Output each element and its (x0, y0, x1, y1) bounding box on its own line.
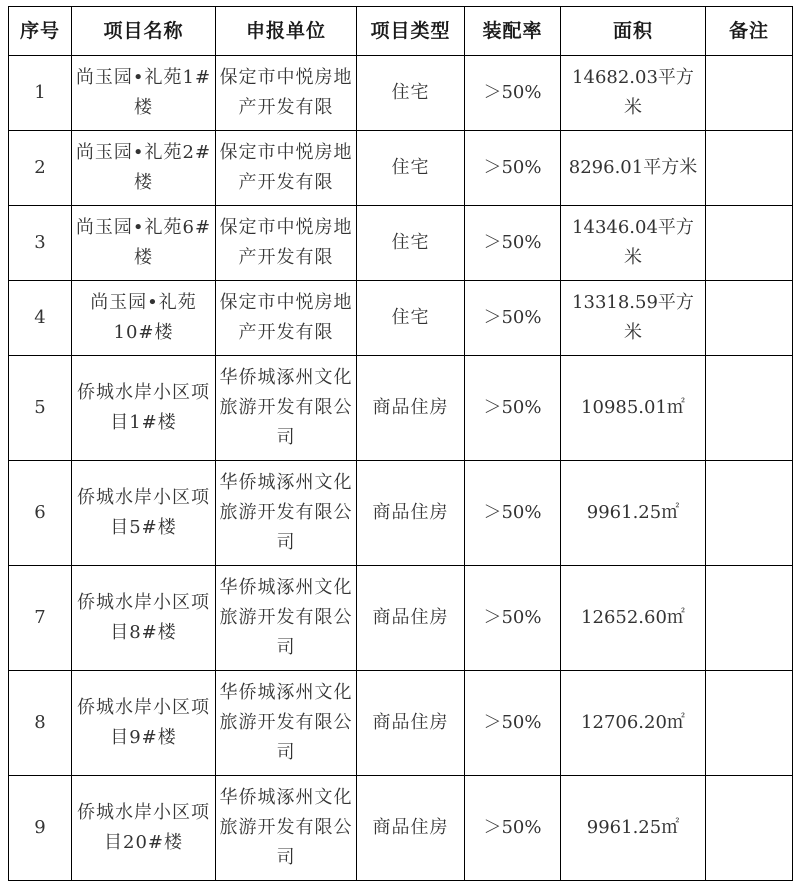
cell-notes (706, 56, 793, 131)
header-project-type: 项目类型 (357, 7, 465, 56)
cell-project-name: 尚玉园•礼苑1#楼 (72, 56, 216, 131)
header-assembly-rate: 装配率 (465, 7, 561, 56)
cell-no: 5 (9, 356, 72, 461)
cell-assembly-rate: ＞50% (465, 206, 561, 281)
cell-project-type: 商品住房 (357, 356, 465, 461)
table-row (9, 776, 793, 881)
cell-project-type: 住宅 (357, 281, 465, 356)
cell-project-type: 住宅 (357, 206, 465, 281)
cell-project-type: 商品住房 (357, 461, 465, 566)
cell-project-name: 侨城水岸小区项目20#楼 (72, 776, 216, 881)
cell-area: 14682.03平方米 (561, 56, 706, 131)
cell-no: 8 (9, 671, 72, 776)
cell-project-name: 尚玉园•礼苑6#楼 (72, 206, 216, 281)
cell-area: 9961.25㎡ (561, 461, 706, 566)
cell-no: 3 (9, 206, 72, 281)
cell-applicant: 保定市中悦房地产开发有限 (216, 206, 357, 281)
cell-notes (706, 776, 793, 881)
cell-area: 14346.04平方米 (561, 206, 706, 281)
header-row (9, 7, 793, 56)
cell-assembly-rate: ＞50% (465, 461, 561, 566)
cell-area: 12706.20㎡ (561, 671, 706, 776)
cell-notes (706, 356, 793, 461)
cell-project-name: 尚玉园•礼苑10#楼 (72, 281, 216, 356)
cell-assembly-rate: ＞50% (465, 671, 561, 776)
table-row (9, 461, 793, 566)
cell-area: 10985.01㎡ (561, 356, 706, 461)
cell-notes (706, 206, 793, 281)
cell-assembly-rate: ＞50% (465, 566, 561, 671)
cell-area: 12652.60㎡ (561, 566, 706, 671)
table-row (9, 206, 793, 281)
cell-applicant: 保定市中悦房地产开发有限 (216, 56, 357, 131)
cell-notes (706, 461, 793, 566)
table-row (9, 671, 793, 776)
cell-applicant: 华侨城涿州文化旅游开发有限公司 (216, 356, 357, 461)
cell-assembly-rate: ＞50% (465, 131, 561, 206)
cell-project-name: 侨城水岸小区项目1#楼 (72, 356, 216, 461)
cell-project-type: 住宅 (357, 56, 465, 131)
cell-assembly-rate: ＞50% (465, 56, 561, 131)
cell-notes (706, 671, 793, 776)
cell-notes (706, 566, 793, 671)
project-table (8, 6, 793, 881)
cell-project-type: 商品住房 (357, 671, 465, 776)
cell-applicant: 华侨城涿州文化旅游开发有限公司 (216, 566, 357, 671)
cell-applicant: 华侨城涿州文化旅游开发有限公司 (216, 461, 357, 566)
cell-applicant: 华侨城涿州文化旅游开发有限公司 (216, 776, 357, 881)
cell-no: 4 (9, 281, 72, 356)
cell-project-type: 商品住房 (357, 776, 465, 881)
table-row (9, 566, 793, 671)
cell-project-type: 住宅 (357, 131, 465, 206)
cell-area: 9961.25㎡ (561, 776, 706, 881)
cell-applicant: 保定市中悦房地产开发有限 (216, 281, 357, 356)
table-row (9, 281, 793, 356)
cell-project-name: 尚玉园•礼苑2#楼 (72, 131, 216, 206)
cell-no: 9 (9, 776, 72, 881)
cell-applicant: 保定市中悦房地产开发有限 (216, 131, 357, 206)
header-project-name: 项目名称 (72, 7, 216, 56)
cell-project-name: 侨城水岸小区项目9#楼 (72, 671, 216, 776)
header-no: 序号 (9, 7, 72, 56)
cell-assembly-rate: ＞50% (465, 281, 561, 356)
cell-area: 8296.01平方米 (561, 131, 706, 206)
cell-project-type: 商品住房 (357, 566, 465, 671)
cell-project-name: 侨城水岸小区项目8#楼 (72, 566, 216, 671)
cell-no: 7 (9, 566, 72, 671)
table-row (9, 131, 793, 206)
table-row (9, 56, 793, 131)
cell-notes (706, 131, 793, 206)
cell-no: 2 (9, 131, 72, 206)
cell-assembly-rate: ＞50% (465, 356, 561, 461)
table-row (9, 356, 793, 461)
cell-project-name: 侨城水岸小区项目5#楼 (72, 461, 216, 566)
cell-notes (706, 281, 793, 356)
cell-area: 13318.59平方米 (561, 281, 706, 356)
header-area: 面积 (561, 7, 706, 56)
header-applicant: 申报单位 (216, 7, 357, 56)
cell-no: 1 (9, 56, 72, 131)
cell-assembly-rate: ＞50% (465, 776, 561, 881)
cell-applicant: 华侨城涿州文化旅游开发有限公司 (216, 671, 357, 776)
cell-no: 6 (9, 461, 72, 566)
header-notes: 备注 (706, 7, 793, 56)
